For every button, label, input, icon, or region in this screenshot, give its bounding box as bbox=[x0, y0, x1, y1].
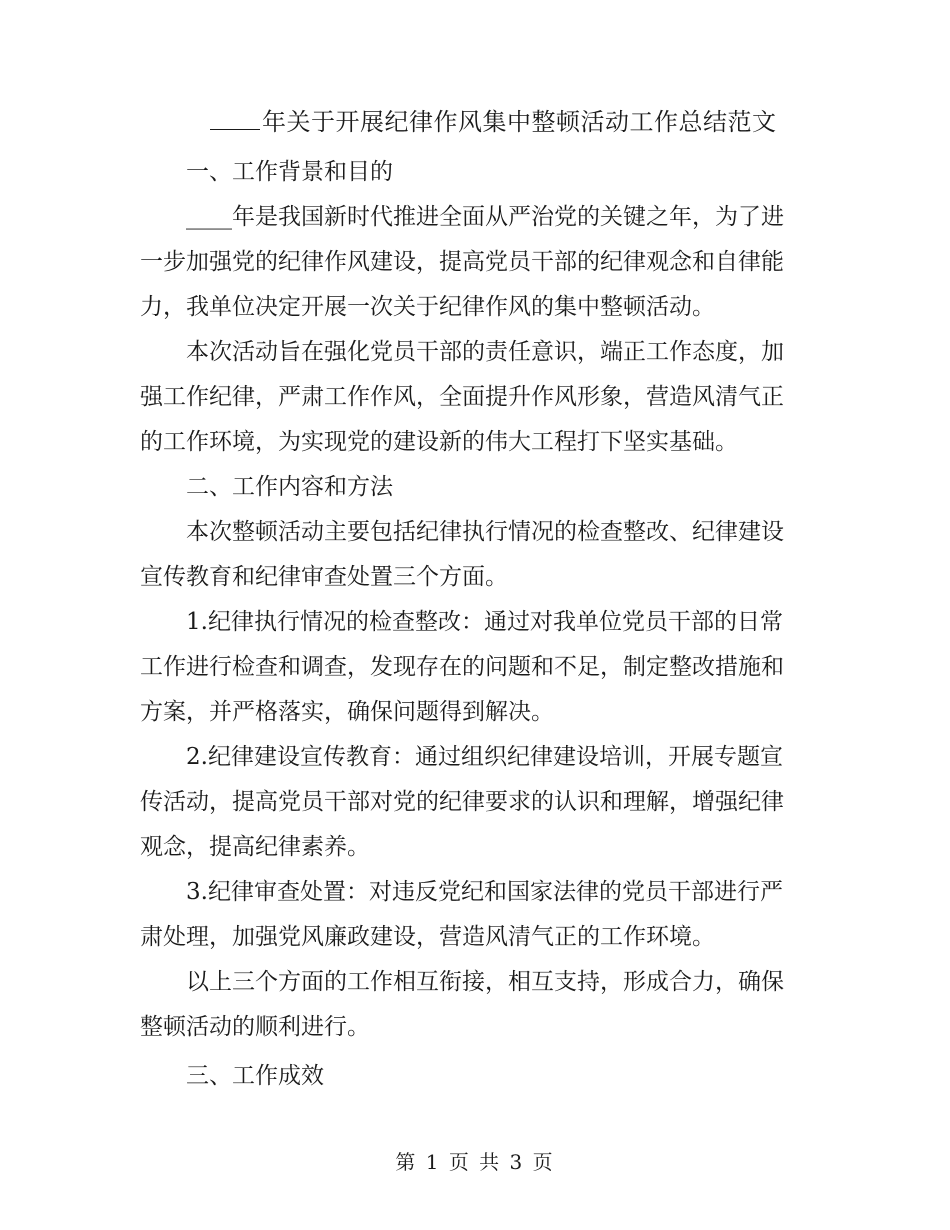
document-title bbox=[210, 104, 777, 140]
paragraph-summary: 以上三个方面的工作相互衔接，相互支持，形成合力，确保整顿活动的顺利进行。 bbox=[140, 969, 784, 1040]
title-text: 年关于开展纪律作风集中整顿活动工作总结范文 bbox=[262, 108, 777, 136]
document-body bbox=[140, 150, 800, 1099]
paragraph-content-overview: 本次整顿活动主要包括纪律执行情况的检查整改、纪律建设宣传教育和纪律审查处置三个方面。 bbox=[140, 519, 784, 590]
section-heading-background: 一、工作背景和目的 bbox=[186, 159, 393, 185]
section-heading-results: 三、工作成效 bbox=[186, 1063, 324, 1089]
paragraph-purpose: 本次活动旨在强化党员干部的责任意识，端正工作态度，加强工作纪律，严肃工作作风，全面提升作风形象，营造风清气正的工作环境，为实现党的建设新的伟大工程打下坚实基础。 bbox=[140, 339, 784, 455]
paragraph-item-2: 2.纪律建设宣传教育：通过组织纪律建设培训，开展专题宣传活动，提高党员干部对党的纪律要求的认识和理解，增强纪律观念，提高纪律素养。 bbox=[140, 744, 784, 860]
paragraph-background: ____年是我国新时代推进全面从严治党的关键之年，为了进一步加强党的纪律作风建设，提高党员干部的纪律观念和自律能力，我单位决定开展一次关于纪律作风的集中整顿活动。 bbox=[140, 204, 784, 320]
title-blank-underline bbox=[210, 105, 260, 130]
section-heading-content: 二、工作内容和方法 bbox=[186, 474, 393, 500]
paragraph-item-3: 3.纪律审查处置：对违反党纪和国家法律的党员干部进行严肃处理，加强党风廉政建设，营造风清气正的工作环境。 bbox=[140, 879, 783, 950]
paragraph-item-1: 1.纪律执行情况的检查整改：通过对我单位党员干部的日常工作进行检查和调查，发现存在的问题和不足，制定整改措施和方案，并严格落实，确保问题得到解决。 bbox=[140, 609, 784, 725]
page-footer: 第 1 页 共 3 页 bbox=[395, 1150, 555, 1174]
